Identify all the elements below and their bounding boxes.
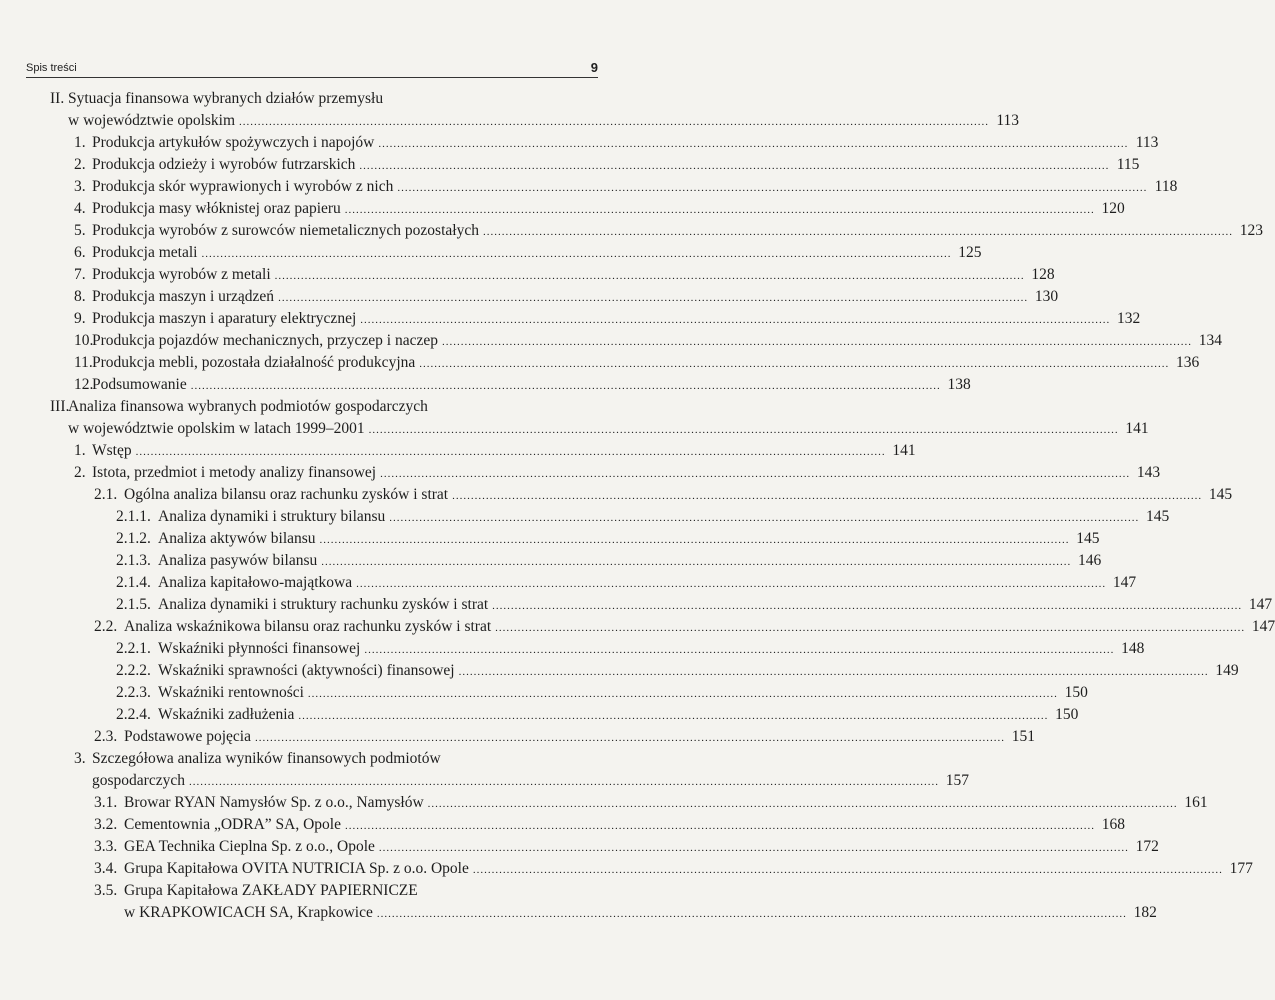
page-number: 9 — [590, 60, 598, 75]
toc-entry-number: 5. — [74, 222, 86, 239]
toc-entry — [68, 418, 1149, 440]
toc-entry-number: 2.1. — [94, 486, 118, 503]
toc-entry — [74, 440, 916, 462]
toc-entry-title: Analiza aktywów bilansu — [158, 530, 316, 547]
toc-entry-page: 148 — [1121, 640, 1145, 657]
dot-leader: ........................................................................................................................................................................................................ — [188, 776, 939, 788]
toc-entry — [74, 748, 596, 770]
toc-entry-number: 3.4. — [94, 860, 118, 877]
dot-leader: ........................................................................................................................................................................................................ — [389, 512, 1140, 524]
dot-leader: ........................................................................................................................................................................................................ — [378, 138, 1129, 150]
toc-entry-page: 123 — [1239, 222, 1263, 239]
toc-entry-number: 2.1.2. — [116, 530, 151, 547]
toc-entry — [116, 572, 1137, 594]
toc-entry — [94, 726, 1035, 748]
toc-entry — [74, 286, 1059, 308]
toc-entry-title: Wskaźniki płynności finansowej — [158, 640, 361, 657]
page-header — [26, 58, 598, 78]
toc-entry-title: Produkcja maszyn i urządzeń — [92, 288, 275, 305]
dot-leader: ........................................................................................................................................................................................................ — [254, 732, 1005, 744]
toc-entry-title: Produkcja metali — [92, 244, 198, 261]
toc-entry-number: 2.1.1. — [116, 508, 151, 525]
toc-entry-number: 1. — [74, 442, 86, 459]
dot-leader: ........................................................................................................................................................................................................ — [472, 864, 1223, 876]
toc-entry — [74, 308, 1141, 330]
toc-entry-number: III. — [50, 398, 70, 415]
toc-entry — [74, 198, 1125, 220]
toc-entry-page: 115 — [1116, 156, 1140, 173]
toc-entry — [74, 462, 1161, 484]
toc-entry-number: 7. — [74, 266, 86, 283]
toc-entry-page: 157 — [945, 772, 969, 789]
dot-leader: ........................................................................................................................................................................................................ — [278, 292, 1029, 304]
dot-leader: ........................................................................................................................................................................................................ — [397, 182, 1148, 194]
toc-entry-page: 147 — [1251, 618, 1275, 635]
toc-entry-title: Wskaźniki rentowności — [158, 684, 304, 701]
toc-entry-number: 2. — [74, 156, 86, 173]
toc-entry-title: Analiza pasywów bilansu — [158, 552, 318, 569]
toc-entry-title: Ogólna analiza bilansu oraz rachunku zysków i strat — [124, 486, 449, 503]
dot-leader: ........................................................................................................................................................................................................ — [419, 358, 1170, 370]
dot-leader: ........................................................................................................................................................................................................ — [452, 490, 1203, 502]
toc-entry-page: 177 — [1229, 860, 1253, 877]
toc-entry — [74, 374, 971, 396]
dot-leader: ........................................................................................................................................................................................................ — [319, 534, 1070, 546]
toc-entry-title: w KRAPKOWICACH SA, Krapkowice — [124, 904, 373, 921]
dot-leader: ........................................................................................................................................................................................................ — [427, 798, 1178, 810]
toc-entry-title: Cementownia „ODRA” SA, Opole — [124, 816, 341, 833]
toc-entry-title: Grupa Kapitałowa ZAKŁADY PAPIERNICZE — [124, 882, 418, 899]
toc-entry-title: Wstęp — [92, 442, 132, 459]
toc-entry-title: Produkcja artykułów spożywczych i napojów — [92, 134, 375, 151]
toc-entry-number: 2.2.1. — [116, 640, 151, 657]
toc-entry-title: gospodarczych — [92, 772, 185, 789]
toc-entry — [116, 506, 1170, 528]
toc-entry-page: 113 — [1135, 134, 1159, 151]
toc-entry-title: Analiza dynamiki i struktury bilansu — [158, 508, 386, 525]
toc-entry-number: 3.1. — [94, 794, 118, 811]
toc-entry-title: Produkcja skór wyprawionych i wyrobów z nich — [92, 178, 394, 195]
toc-entry — [94, 484, 1233, 506]
toc-entry — [116, 528, 1100, 550]
toc-entry — [68, 110, 1020, 132]
dot-leader: ........................................................................................................................................................................................................ — [190, 380, 941, 392]
toc-entry-page: 150 — [1055, 706, 1079, 723]
toc-entry-page: 118 — [1154, 178, 1178, 195]
toc-entry-page: 151 — [1011, 728, 1035, 745]
dot-leader: ........................................................................................................................................................................................................ — [492, 600, 1243, 612]
dot-leader: ........................................................................................................................................................................................................ — [344, 820, 1095, 832]
toc-entry-page: 182 — [1133, 904, 1157, 921]
toc-entry-page: 150 — [1064, 684, 1088, 701]
toc-entry-number: 3. — [74, 178, 86, 195]
toc-entry-title: Produkcja pojazdów mechanicznych, przyczep i naczep — [92, 332, 439, 349]
toc-entry-number: 2.2.2. — [116, 662, 151, 679]
toc-entry-page: 141 — [892, 442, 916, 459]
toc-entry-page: 145 — [1208, 486, 1233, 503]
toc-entry-title: Grupa Kapitałowa OVITA NUTRICIA Sp. z o.o. Opole — [124, 860, 469, 877]
toc-entry — [116, 550, 1102, 572]
toc-entry-title: Produkcja wyrobów z metali — [92, 266, 271, 283]
toc-entry-title: Sytuacja finansowa wybranych działów przemysłu — [68, 90, 384, 107]
toc-entry — [74, 330, 1223, 352]
toc-entry-title: Browar RYAN Namysłów Sp. z o.o., Namysłów — [124, 794, 424, 811]
toc-entry-page: 161 — [1184, 794, 1208, 811]
toc-entry-page: 149 — [1215, 662, 1239, 679]
toc-entry-page: 147 — [1248, 596, 1273, 613]
toc-entry-page: 147 — [1112, 574, 1137, 591]
toc-entry-page: 145 — [1076, 530, 1100, 547]
toc-entry-number: 8. — [74, 288, 86, 305]
toc-entry — [74, 352, 1200, 374]
toc-entry-number: 3.2. — [94, 816, 118, 833]
toc-entry — [50, 88, 596, 110]
toc-entry — [74, 264, 1055, 286]
toc-entry-number: 6. — [74, 244, 86, 261]
toc-entry-page: 168 — [1101, 816, 1125, 833]
dot-leader: ........................................................................................................................................................................................................ — [274, 270, 1025, 282]
toc-entry — [116, 594, 1273, 616]
dot-leader: ........................................................................................................................................................................................................ — [359, 160, 1110, 172]
toc-entry-title: Produkcja odzieży i wyrobów futrzarskich — [92, 156, 356, 173]
dot-leader: ........................................................................................................................................................................................................ — [356, 578, 1107, 590]
toc-entry-page: 145 — [1146, 508, 1170, 525]
dot-leader: ........................................................................................................................................................................................................ — [442, 336, 1193, 348]
toc-entry-number: 2.2. — [94, 618, 118, 635]
toc-entry-number: 2.2.4. — [116, 706, 151, 723]
toc-entry-title: GEA Technika Cieplna Sp. z o.o., Opole — [124, 838, 375, 855]
dot-leader: ........................................................................................................................................................................................................ — [201, 248, 952, 260]
toc-entry-page: 125 — [958, 244, 982, 261]
toc-entry-number: 11. — [74, 354, 93, 371]
dot-leader: ........................................................................................................................................................................................................ — [135, 446, 886, 458]
toc-entry-title: Produkcja masy włóknistej oraz papieru — [92, 200, 341, 217]
toc-entry-number: 2.1.4. — [116, 574, 151, 591]
toc-entry-page: 132 — [1117, 310, 1141, 327]
toc-entry — [116, 638, 1145, 660]
toc-entry — [94, 858, 1253, 880]
dot-leader: ........................................................................................................................................................................................................ — [239, 116, 990, 128]
toc-entry-title: Analiza wskaźnikowa bilansu oraz rachunku zysków i strat — [124, 618, 492, 635]
toc-entry — [116, 660, 1239, 682]
toc-entry — [94, 880, 596, 902]
toc-entry-page: 136 — [1176, 354, 1200, 371]
toc-entry-page: 146 — [1078, 552, 1102, 569]
toc-entry-page: 130 — [1034, 288, 1059, 305]
dot-leader: ........................................................................................................................................................................................................ — [360, 314, 1111, 326]
dot-leader: ........................................................................................................................................................................................................ — [298, 710, 1049, 722]
toc-entry-title: Analiza finansowa wybranych podmiotów gospodarczych — [68, 398, 428, 415]
toc-entry-title: Produkcja maszyn i aparatury elektrycznej — [92, 310, 357, 327]
toc-entry-number: II. — [50, 90, 65, 107]
dot-leader: ........................................................................................................................................................................................................ — [321, 556, 1072, 568]
toc-entry-number: 12. — [74, 376, 94, 393]
toc-entry — [94, 792, 1208, 814]
toc-entry-title: Analiza kapitałowo-majątkowa — [158, 574, 353, 591]
dot-leader: ........................................................................................................................................................................................................ — [364, 644, 1115, 656]
toc-entry-title: w województwie opolskim — [68, 112, 236, 129]
toc-entry-title: Podsumowanie — [92, 376, 187, 393]
toc-entry-title: Produkcja wyrobów z surowców niemetalicznych pozostałych — [92, 222, 479, 239]
toc-entry-number: 3.5. — [94, 882, 118, 899]
toc-entry-number: 2.3. — [94, 728, 118, 745]
toc-entry — [116, 682, 1088, 704]
toc-entry — [92, 770, 969, 792]
toc-entry-number: 4. — [74, 200, 86, 217]
toc-entry-page: 141 — [1125, 420, 1149, 437]
toc-entry-page: 113 — [996, 112, 1020, 129]
toc-entry-page: 128 — [1031, 266, 1055, 283]
toc-entry-page: 120 — [1101, 200, 1125, 217]
toc-entry-title: Analiza dynamiki i struktury rachunku zysków i strat — [158, 596, 489, 613]
toc-entry-title: Istota, przedmiot i metody analizy finansowej — [92, 464, 377, 481]
toc-entry — [74, 154, 1140, 176]
toc-entry — [94, 836, 1159, 858]
toc-entry-number: 3. — [74, 750, 86, 767]
toc-entry-number: 1. — [74, 134, 86, 151]
toc-entry-title: Szczegółowa analiza wyników finansowych podmiotów — [92, 750, 441, 767]
toc-entry-title: Wskaźniki sprawności (aktywności) finansowej — [158, 662, 455, 679]
dot-leader: ........................................................................................................................................................................................................ — [378, 842, 1129, 854]
toc-entry — [94, 814, 1125, 836]
toc-entry-title: Wskaźniki zadłużenia — [158, 706, 295, 723]
running-header-title: Spis treści — [26, 62, 77, 74]
toc-entry — [116, 704, 1079, 726]
toc-entry — [74, 220, 1263, 242]
toc-entry-title: Produkcja mebli, pozostała działalność produkcyjna — [92, 354, 416, 371]
toc-entry — [124, 902, 1157, 924]
dot-leader: ........................................................................................................................................................................................................ — [380, 468, 1131, 480]
toc-entry-page: 138 — [947, 376, 971, 393]
toc-entry — [94, 616, 1275, 638]
header-rule — [26, 77, 598, 78]
toc-entry-number: 2.2.3. — [116, 684, 151, 701]
toc-entry — [74, 176, 1178, 198]
toc-entry-page: 143 — [1136, 464, 1161, 481]
dot-leader: ........................................................................................................................................................................................................ — [376, 908, 1127, 920]
dot-leader: ........................................................................................................................................................................................................ — [307, 688, 1058, 700]
toc-entry — [74, 132, 1159, 154]
toc-entry-page: 172 — [1135, 838, 1159, 855]
toc-entry-title: w województwie opolskim w latach 1999–2001 — [68, 420, 365, 437]
toc-entry-number: 3.3. — [94, 838, 118, 855]
toc-entry-number: 9. — [74, 310, 86, 327]
toc-entry-number: 2.1.3. — [116, 552, 151, 569]
toc-entry-title: Podstawowe pojęcia — [124, 728, 251, 745]
dot-leader: ........................................................................................................................................................................................................ — [368, 424, 1119, 436]
dot-leader: ........................................................................................................................................................................................................ — [482, 226, 1233, 238]
toc-entry — [50, 396, 596, 418]
toc-entry-page: 134 — [1198, 332, 1223, 349]
dot-leader: ........................................................................................................................................................................................................ — [344, 204, 1095, 216]
toc-entry-number: 10. — [74, 332, 94, 349]
dot-leader: ........................................................................................................................................................................................................ — [495, 622, 1246, 634]
dot-leader: ........................................................................................................................................................................................................ — [458, 666, 1209, 678]
toc-entry — [74, 242, 982, 264]
toc-entry-number: 2.1.5. — [116, 596, 151, 613]
toc-entry-number: 2. — [74, 464, 86, 481]
